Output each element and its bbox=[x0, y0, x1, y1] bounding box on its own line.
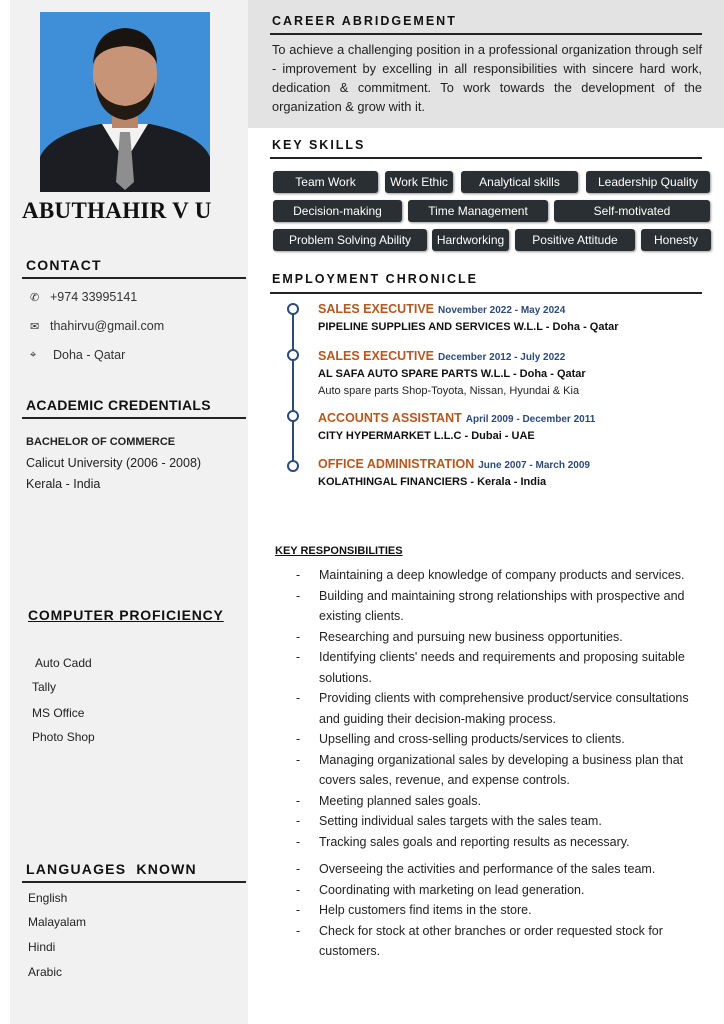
contact-phone bbox=[30, 290, 137, 304]
skill-chip: Time Management bbox=[408, 200, 548, 222]
computer-item: Auto Cadd bbox=[35, 656, 92, 670]
job-company: PIPELINE SUPPLIES AND SERVICES W.L.L - Doha - Qatar bbox=[318, 321, 619, 333]
timeline-dot bbox=[287, 349, 299, 361]
responsibility-item: - Building and maintaining strong relationships with prospective and existing clients. bbox=[296, 586, 700, 627]
languages-heading: LANGUAGES KNOWN bbox=[26, 861, 197, 877]
academic-place: Kerala - India bbox=[26, 477, 101, 491]
responsibility-item: - Tracking sales goals and reporting results as necessary. bbox=[296, 832, 700, 853]
email-text: thahirvu@gmail.com bbox=[50, 319, 165, 333]
employment-heading: EMPLOYMENT CHRONICLE bbox=[272, 272, 478, 286]
career-divider bbox=[270, 33, 702, 35]
skill-chip: Decision-making bbox=[273, 200, 402, 222]
job-role: ACCOUNTS ASSISTANT bbox=[318, 411, 462, 425]
skill-chip: Leadership Quality bbox=[586, 171, 710, 193]
language-item: English bbox=[28, 891, 68, 905]
job-role: SALES EXECUTIVE bbox=[318, 349, 434, 363]
profile-photo bbox=[40, 12, 210, 192]
university: Calicut University (2006 - 2008) bbox=[26, 456, 202, 470]
language-item: Malayalam bbox=[28, 915, 87, 929]
career-heading: CAREER ABRIDGEMENT bbox=[272, 14, 457, 28]
job-title bbox=[318, 411, 595, 425]
responsibility-item: - Setting individual sales targets with the sales team. bbox=[296, 811, 700, 832]
job-dates: April 2009 - December 2011 bbox=[465, 414, 596, 425]
timeline-line bbox=[292, 310, 294, 466]
responsibilities-list bbox=[296, 565, 700, 962]
computer-item: Photo Shop bbox=[32, 730, 95, 744]
language-item: Arabic bbox=[28, 965, 63, 979]
job-role: OFFICE ADMINISTRATION bbox=[318, 457, 475, 471]
skill-chip: Self-motivated bbox=[554, 200, 710, 222]
responsibility-item: - Meeting planned sales goals. bbox=[296, 791, 700, 812]
academic-heading: ACADEMIC CREDENTIALS bbox=[26, 397, 211, 413]
timeline-dot bbox=[287, 303, 299, 315]
responsibility-item: - Researching and pursuing new business opportunities. bbox=[296, 627, 700, 648]
timeline-dot bbox=[287, 460, 299, 472]
timeline-dot bbox=[287, 410, 299, 422]
job-role: SALES EXECUTIVE bbox=[318, 302, 434, 316]
job-note: Auto spare parts Shop-Toyota, Nissan, Hyundai & Kia bbox=[318, 385, 580, 397]
job-dates: November 2022 - May 2024 bbox=[438, 305, 566, 316]
phone-text: +974 33995141 bbox=[50, 290, 138, 304]
responsibility-item: - Check for stock at other branches or order requested stock for customers. bbox=[296, 921, 700, 962]
skill-chip: Positive Attitude bbox=[515, 229, 635, 251]
phone-icon: ✆ bbox=[30, 291, 40, 304]
degree: BACHELOR OF COMMERCE bbox=[26, 436, 176, 448]
academic-divider bbox=[22, 417, 246, 419]
responsibility-item: - Help customers find items in the store. bbox=[296, 900, 700, 921]
skills-heading: KEY SKILLS bbox=[272, 138, 366, 152]
candidate-name: ABUTHAHIR V U bbox=[22, 198, 212, 223]
employment-divider bbox=[270, 292, 702, 294]
responsibilities-heading: KEY RESPONSIBILITIES bbox=[275, 545, 403, 557]
skill-chip: Hardworking bbox=[432, 229, 509, 251]
responsibility-item: - Identifying clients' needs and requirements and proposing suitable solutions. bbox=[296, 647, 700, 688]
languages-divider bbox=[22, 881, 246, 883]
computer-item: Tally bbox=[32, 680, 57, 694]
job-title bbox=[318, 349, 565, 363]
responsibility-item: - Providing clients with comprehensive product/service consultations and guiding their decision-making process. bbox=[296, 688, 700, 729]
job-title bbox=[318, 457, 590, 471]
computer-item: MS Office bbox=[32, 706, 85, 720]
person-icon bbox=[40, 12, 210, 192]
language-item: Hindi bbox=[28, 940, 56, 954]
responsibility-item: - Overseeing the activities and performance of the sales team. bbox=[296, 859, 700, 880]
skill-chip: Work Ethic bbox=[385, 171, 453, 193]
skill-chip: Team Work bbox=[273, 171, 378, 193]
skill-chip: Honesty bbox=[641, 229, 711, 251]
job-company: CITY HYPERMARKET L.L.C - Dubai - UAE bbox=[318, 430, 535, 442]
location-text: Doha - Qatar bbox=[53, 348, 126, 362]
contact-email bbox=[30, 319, 164, 333]
location-icon: ⌖ bbox=[30, 348, 37, 361]
responsibility-item: - Coordinating with marketing on lead generation. bbox=[296, 880, 700, 901]
responsibility-item: - Managing organizational sales by developing a business plan that covers sales, revenue, and expense controls. bbox=[296, 750, 700, 791]
job-company: KOLATHINGAL FINANCIERS - Kerala - India bbox=[318, 476, 547, 488]
skills-divider bbox=[270, 157, 702, 159]
responsibility-item: - Upselling and cross-selling products/services to clients. bbox=[296, 729, 700, 750]
contact-location bbox=[30, 348, 125, 362]
computer-heading: COMPUTER PROFICIENCY bbox=[28, 607, 224, 623]
responsibility-item: - Maintaining a deep knowledge of company products and services. bbox=[296, 565, 700, 586]
job-dates: June 2007 - March 2009 bbox=[478, 460, 590, 471]
contact-heading: CONTACT bbox=[26, 257, 102, 273]
skill-chip: Analytical skills bbox=[461, 171, 578, 193]
job-title bbox=[318, 302, 565, 316]
envelope-icon: ✉ bbox=[30, 320, 40, 333]
career-summary: To achieve a challenging position in a professional organization through self - improvement by excelling in all responsibilities with sincere hard work, dedication & commitment. To work towards the development of the organization & grow with it. bbox=[272, 42, 702, 114]
job-dates: December 2012 - July 2022 bbox=[438, 352, 566, 363]
skill-chip: Problem Solving Ability bbox=[273, 229, 427, 251]
contact-divider bbox=[22, 277, 246, 279]
job-company: AL SAFA AUTO SPARE PARTS W.L.L - Doha - Qatar bbox=[318, 368, 586, 380]
